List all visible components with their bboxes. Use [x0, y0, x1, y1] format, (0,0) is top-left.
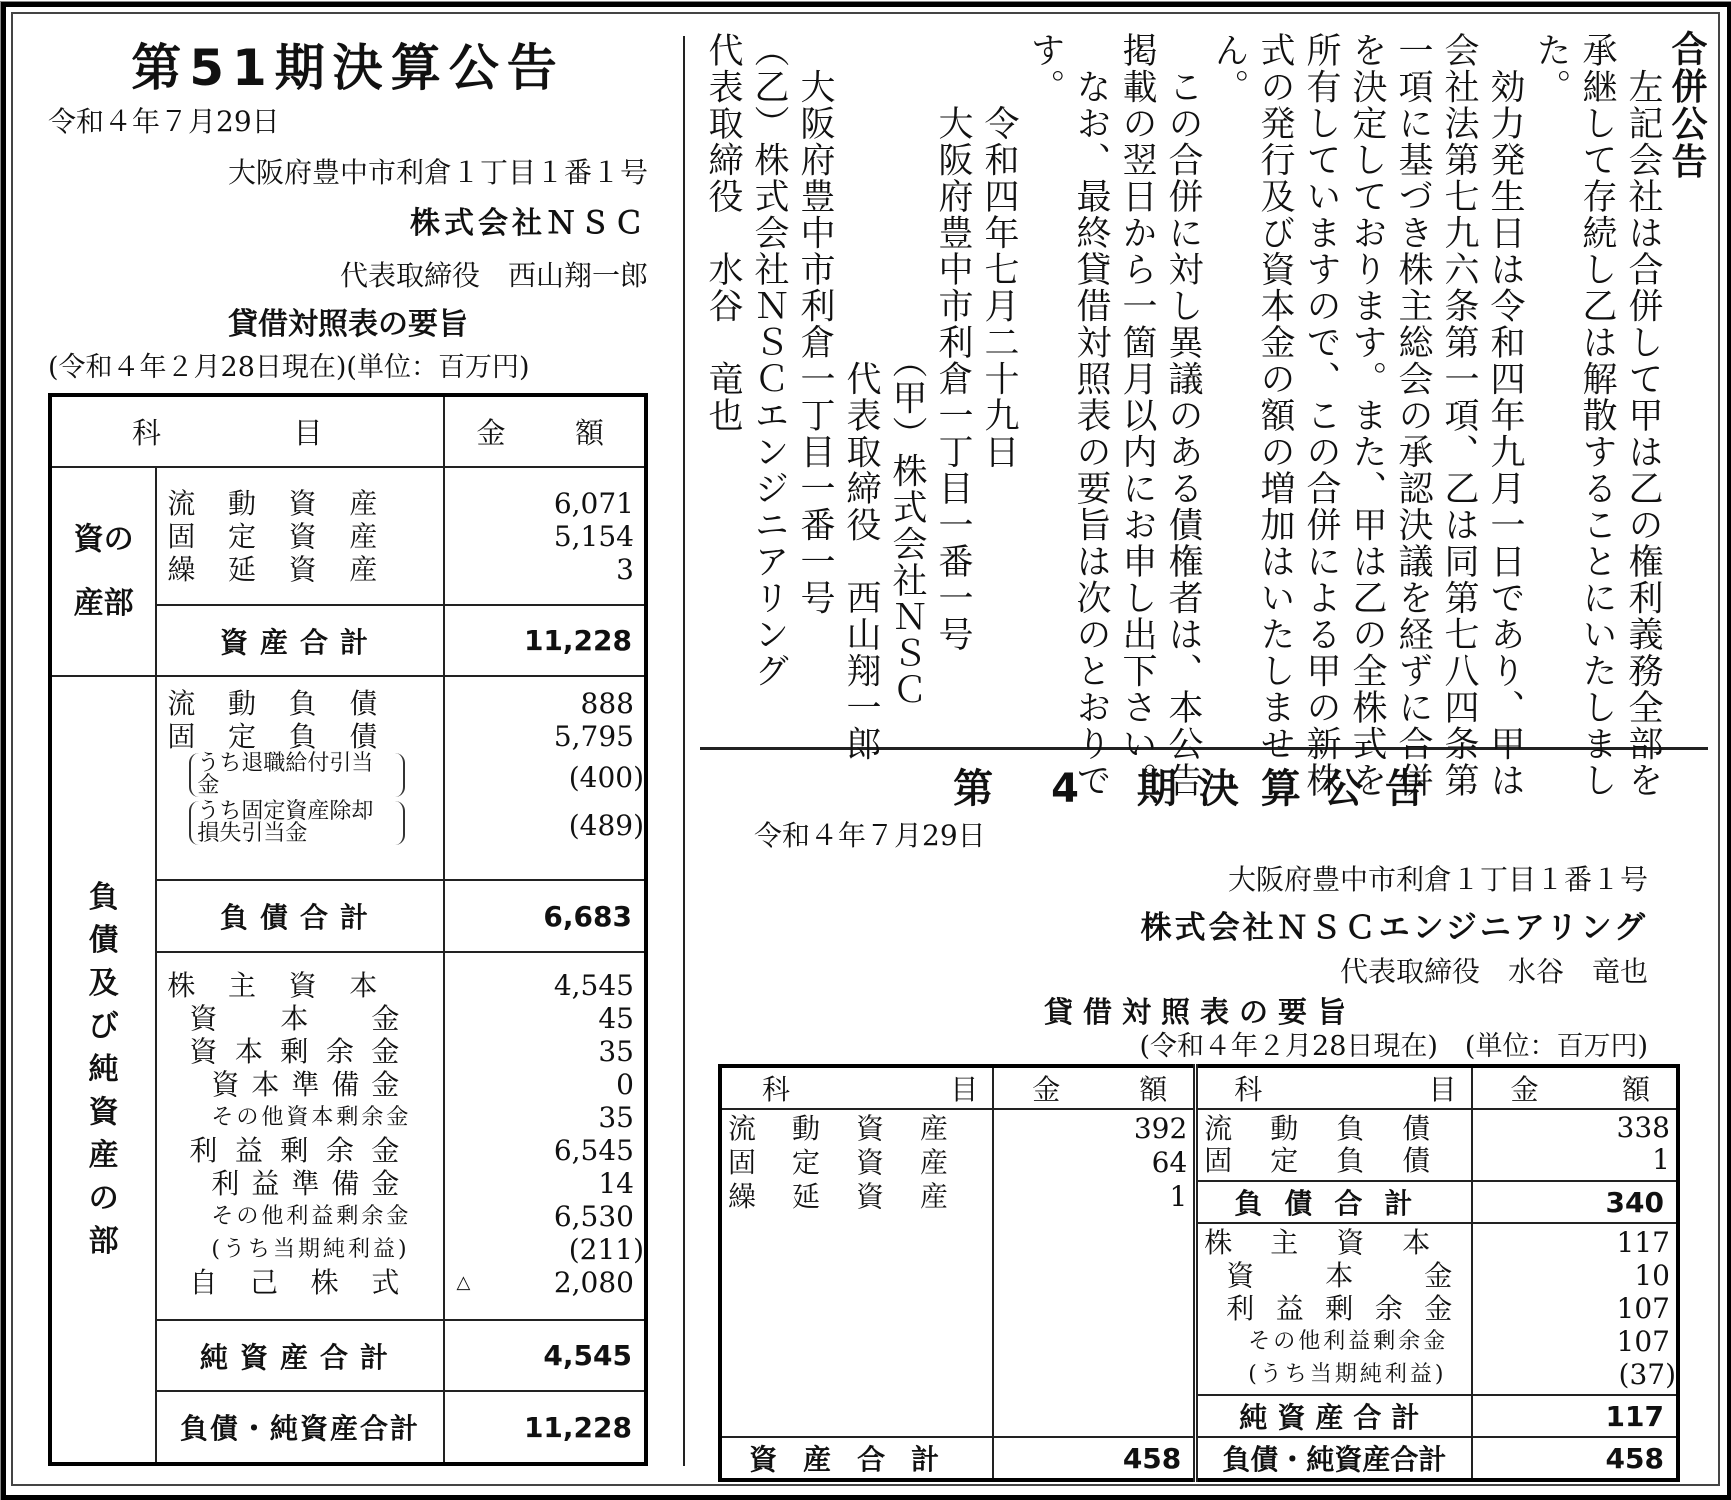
label-char: 本	[280, 1002, 309, 1035]
label-char: 債	[1402, 1112, 1431, 1145]
header-item-char: 目	[1428, 1073, 1457, 1106]
label-char: 流	[167, 486, 196, 520]
label-char: 産	[919, 1180, 948, 1213]
item-label	[728, 1180, 948, 1214]
label-char: 株	[1204, 1226, 1233, 1259]
right-notice-title: 第 4 期決算公告	[953, 766, 1447, 812]
label-char: 資	[189, 1002, 218, 1035]
item-value	[1479, 1226, 1670, 1259]
item-value	[445, 969, 634, 1002]
label-char: 資	[211, 1068, 240, 1101]
table-row	[720, 1437, 1678, 1480]
right-notice-company: 株式会社ＮＳＣエンジニアリング	[1140, 910, 1648, 946]
item-value	[1479, 1259, 1670, 1292]
header-amount-char: 額	[1139, 1073, 1168, 1106]
net-total-label: 純資産合計	[156, 1320, 443, 1391]
item-label	[211, 1233, 442, 1266]
item-value	[445, 753, 644, 801]
label-char: 金	[371, 1002, 400, 1035]
header-amount-char: 金	[1032, 1073, 1061, 1106]
section-char: 純	[88, 1052, 119, 1087]
merger-column: （甲）株式会社ＮＳＣ	[887, 32, 927, 708]
value-text: 5,154	[553, 519, 634, 553]
label-char: 固	[728, 1146, 757, 1179]
merger-column: 左記会社は合併して甲は乙の権利義務全部を	[1623, 32, 1663, 799]
item-value	[445, 1101, 634, 1134]
item-label	[1204, 1112, 1430, 1144]
section-label-line: 資の	[73, 521, 134, 557]
left-notice-company: 株式会社ＮＳＣ	[410, 206, 648, 241]
grand-total-value: 11,228	[444, 1391, 646, 1464]
grand-total-value: 458	[1472, 1437, 1678, 1480]
label-char: 準	[291, 1068, 320, 1101]
label-char: 負	[288, 720, 317, 753]
label-char: 利	[211, 1167, 240, 1200]
item-value	[1479, 1112, 1670, 1144]
value-text: 14	[598, 1167, 634, 1200]
value-text: 3	[616, 552, 634, 586]
label-char: 産	[349, 486, 378, 520]
value-text: (37)	[1618, 1357, 1676, 1391]
item-value	[445, 553, 634, 586]
label-text: その他利益剰余金	[1248, 1328, 1449, 1354]
label-char: 定	[1270, 1144, 1299, 1177]
label-char: 剰	[280, 1134, 309, 1167]
label-char: 流	[728, 1112, 757, 1145]
label-char: 産	[349, 552, 378, 586]
equity-items	[1196, 1223, 1472, 1395]
label-char: 主	[1270, 1226, 1299, 1259]
item-value	[1479, 1357, 1676, 1391]
label-char: 本	[251, 1068, 280, 1101]
value-text: 107	[1616, 1291, 1670, 1325]
merger-column: 効力発生日は令和四年九月一日であり、甲は	[1485, 32, 1525, 799]
item-label	[1204, 1226, 1430, 1259]
label-line: 金	[197, 773, 220, 798]
table-header-row	[720, 1066, 1678, 1109]
equity-item-list	[1204, 1226, 1464, 1391]
label-char: 動	[228, 687, 257, 720]
label-line: うち固定資産除却	[197, 799, 374, 824]
item-value	[445, 1035, 634, 1068]
item-value	[445, 1200, 634, 1233]
liab-items	[1196, 1109, 1472, 1181]
item-value	[445, 487, 634, 520]
table-row	[50, 676, 646, 880]
label-line: 損失引当金	[197, 821, 308, 846]
label-char: 固	[167, 720, 196, 753]
assets-value-list	[1000, 1112, 1187, 1214]
left-notice-address: 大阪府豊中市利倉１丁目１番１号	[227, 156, 648, 189]
merger-column: を決定しております。また、甲は乙の全株式を	[1347, 32, 1387, 799]
label-char: 余	[325, 1035, 354, 1068]
right-notice-address: 大阪府豊中市利倉１丁目１番１号	[1227, 863, 1648, 896]
label-char: 本	[234, 1035, 263, 1068]
item-label	[189, 1134, 399, 1167]
label-char: 本	[1402, 1226, 1431, 1259]
value-text: 10	[1634, 1258, 1670, 1292]
item-label	[211, 1167, 399, 1200]
label-char: 動	[228, 486, 257, 520]
label-char: 備	[331, 1068, 360, 1101]
value-text: 117	[1616, 1225, 1670, 1259]
header-item-char: 科	[762, 1073, 791, 1106]
item-label	[189, 1266, 399, 1299]
value-text: 6,545	[553, 1134, 634, 1167]
label-char: 剰	[280, 1035, 309, 1068]
label-char: 金	[371, 1035, 400, 1068]
merger-column: た。	[1531, 32, 1571, 105]
item-label	[1226, 1259, 1452, 1292]
label-char: 益	[251, 1167, 280, 1200]
header-item-char: 目	[950, 1073, 979, 1106]
label-char: 繰	[167, 552, 196, 586]
label-char: 利	[189, 1134, 218, 1167]
header-item-cell	[50, 395, 444, 467]
right-notice-date: 令和４年７月29日	[754, 819, 986, 852]
assets-values	[444, 467, 646, 605]
label-char: 式	[371, 1266, 400, 1299]
label-char: 負	[1336, 1144, 1365, 1177]
item-label	[728, 1146, 948, 1180]
equity-value-list	[1479, 1225, 1676, 1391]
column-divider	[683, 36, 685, 1466]
section-char: 資	[88, 1095, 119, 1130]
table-header-row	[50, 395, 646, 467]
label-char: 資	[855, 1146, 884, 1179]
value-text: 392	[1133, 1112, 1188, 1145]
assets-values	[993, 1109, 1196, 1437]
label-char: 金	[371, 1167, 400, 1200]
label-char: 定	[228, 720, 257, 753]
label-char: 動	[791, 1112, 820, 1145]
label-char: 剰	[1325, 1292, 1354, 1325]
label-char: 債	[1402, 1144, 1431, 1177]
merger-column: なお、最終貸借対照表の要旨は次のとおりで	[1071, 32, 1111, 799]
equity-items	[156, 952, 443, 1320]
label-char: 株	[310, 1266, 339, 1299]
label-char: 己	[250, 1266, 279, 1299]
header-item-char: 科	[1234, 1073, 1263, 1106]
label-char: 金	[371, 1134, 400, 1167]
header-item-cell	[720, 1066, 993, 1109]
label-text: (うち当期純利益)	[1248, 1361, 1447, 1387]
value-text: 45	[598, 1002, 634, 1035]
assets-item-list	[167, 487, 442, 586]
assets-items	[720, 1109, 993, 1437]
value-text: 35	[598, 1035, 634, 1068]
value-text: 6,530	[553, 1200, 634, 1233]
label-line: うち退職給付引当	[197, 751, 374, 776]
equity-item-list	[167, 969, 442, 1299]
value-text: 4,545	[553, 969, 634, 1002]
value-text: (211)	[568, 1233, 644, 1266]
label-char: 資	[1226, 1259, 1255, 1292]
item-label	[1248, 1358, 1464, 1391]
item-label	[167, 553, 377, 586]
label-char: 産	[919, 1112, 948, 1145]
assets-total-value: 458	[993, 1437, 1196, 1480]
item-label	[1248, 1325, 1464, 1358]
merger-column: 大阪府豊中市利倉一丁目一番一号	[933, 32, 973, 653]
header-amount-cell	[1472, 1066, 1678, 1109]
header-amount-char: 額	[1621, 1073, 1650, 1106]
grand-total-label: 負債・純資産合計	[156, 1391, 443, 1464]
item-value	[1000, 1180, 1187, 1214]
label-char: 定	[791, 1146, 820, 1179]
left-bs-subtitle: (令和４年２月28日現在)(単位：百万円)	[48, 352, 530, 383]
merger-column: 掲載の翌日から一箇月以内にお申し出下さい。	[1117, 32, 1157, 799]
liab-item-list	[1204, 1112, 1430, 1176]
merger-column: 代表取締役 水谷 竜也	[703, 32, 743, 434]
value-text: 1	[1652, 1143, 1670, 1176]
section-label-vertical	[52, 876, 155, 1263]
label-char: 資	[189, 1035, 218, 1068]
label-char: 自	[189, 1266, 218, 1299]
header-amount-char: 金	[1510, 1073, 1539, 1106]
item-label	[167, 487, 377, 520]
item-label	[211, 1101, 442, 1134]
item-value	[1479, 1292, 1670, 1325]
value-text: 107	[1616, 1324, 1670, 1358]
item-value	[1000, 1146, 1187, 1180]
label-char: 備	[331, 1167, 360, 1200]
label-char: 資	[288, 969, 317, 1002]
header-item-char: 科	[132, 416, 162, 450]
label-char: 債	[349, 720, 378, 753]
item-label	[728, 1112, 948, 1146]
merger-column: （乙）株式会社ＮＳＣエンジニアリング	[749, 32, 789, 689]
label-char: 資	[288, 552, 317, 586]
item-value	[445, 520, 634, 553]
label-char: 利	[1226, 1292, 1255, 1325]
value-text: 2,080	[553, 1266, 634, 1299]
label-text: その他利益剰余金	[211, 1203, 412, 1229]
item-value	[445, 1002, 634, 1035]
label-char: 資	[1336, 1226, 1365, 1259]
right-notice-representative: 代表取締役 水谷 竜也	[1339, 955, 1648, 988]
liab-item-list	[167, 687, 442, 845]
label-char: 余	[325, 1134, 354, 1167]
equity-value-list	[445, 969, 644, 1299]
liab-value-list	[1479, 1112, 1670, 1176]
assets-items	[156, 467, 443, 605]
net-total-label: 純資産合計	[1196, 1395, 1472, 1437]
label-char: 債	[349, 687, 378, 720]
item-value	[445, 1068, 634, 1101]
merger-column: 式の発行及び資本金の額の増加はいたしませ	[1255, 32, 1295, 762]
value-text: 338	[1616, 1111, 1670, 1144]
item-value	[445, 1167, 634, 1200]
label-char: 資	[288, 486, 317, 520]
liab-values	[1472, 1109, 1678, 1181]
header-item-char: 目	[293, 416, 323, 450]
net-total-value: 117	[1472, 1395, 1678, 1437]
liab-total-value: 6,683	[444, 880, 646, 952]
item-label	[1226, 1292, 1452, 1325]
section-char: の	[88, 1181, 119, 1216]
section-label-line: 産部	[73, 585, 134, 621]
label-char: 資	[855, 1112, 884, 1145]
item-value	[445, 720, 634, 753]
value-text: 5,795	[553, 720, 634, 753]
net-total-value: 4,545	[444, 1320, 646, 1391]
label-char: 負	[1336, 1112, 1365, 1145]
item-value	[445, 801, 644, 849]
label-char: 産	[349, 519, 378, 553]
value-text: (489)	[568, 808, 644, 842]
merger-column: 大阪府豊中市利倉一丁目一番一号	[795, 32, 835, 616]
merger-column: 代表取締役 西山翔一郎	[841, 32, 881, 762]
item-value	[445, 1134, 634, 1167]
label-char: 流	[1204, 1112, 1233, 1145]
item-label	[211, 1200, 442, 1233]
value-text: (400)	[568, 760, 644, 794]
label-char: 資	[855, 1180, 884, 1213]
label-char: 金	[1424, 1292, 1453, 1325]
merger-column: この合併に対し異議のある債権者は、本公告	[1163, 32, 1203, 799]
label-char: 本	[1325, 1259, 1354, 1292]
left-notice-date: 令和４年７月29日	[48, 105, 280, 138]
value-text: 64	[1151, 1146, 1188, 1179]
label-char: 資	[288, 519, 317, 553]
label-char: 益	[1275, 1292, 1304, 1325]
value-text: 6,071	[553, 486, 634, 520]
header-amount-cell	[993, 1066, 1196, 1109]
section-char: び	[88, 1009, 119, 1044]
merger-column: 令和四年七月二十九日	[979, 32, 1019, 470]
liab-total-label: 負債合計	[1196, 1181, 1472, 1223]
merger-column: 会社法第七九六条第一項、乙は同第七八四条第	[1439, 32, 1479, 799]
label-char: 益	[234, 1134, 263, 1167]
label-char: 延	[791, 1180, 820, 1213]
liab-items	[156, 676, 443, 880]
label-char: 金	[371, 1068, 400, 1101]
liab-values	[444, 676, 646, 880]
left-balance-sheet-table	[48, 393, 648, 1466]
item-label	[167, 969, 377, 1002]
liab-equity-section-label	[50, 676, 156, 1464]
item-value	[445, 687, 634, 720]
header-amount-char: 額	[574, 416, 604, 450]
label-char: 定	[228, 519, 257, 553]
label-char: 余	[1374, 1292, 1403, 1325]
right-bs-title: 貸借対照表の要旨	[1043, 995, 1356, 1029]
right-bs-subtitle: (令和４年２月28日現在) (単位：百万円)	[1139, 1031, 1648, 1062]
label-char: 負	[288, 687, 317, 720]
item-value	[445, 1233, 644, 1266]
merger-notice-title: 合併公告	[1666, 30, 1707, 180]
label-char: 準	[291, 1167, 320, 1200]
item-label-paren	[189, 801, 405, 845]
value-text: 1	[1169, 1180, 1188, 1213]
section-char: 部	[88, 1224, 119, 1259]
item-label	[189, 1035, 399, 1068]
label-char: 繰	[728, 1180, 757, 1213]
label-text: その他資本剰余金	[211, 1104, 412, 1130]
section-char: 負	[88, 880, 119, 915]
assets-section-label	[50, 467, 156, 676]
label-char: 延	[228, 552, 257, 586]
assets-total-value: 11,228	[444, 605, 646, 676]
equity-values	[444, 952, 646, 1320]
item-label-paren	[189, 753, 405, 797]
item-label	[211, 1068, 399, 1101]
label-char: 金	[1424, 1259, 1453, 1292]
equity-values	[1472, 1223, 1678, 1395]
item-value	[445, 1266, 634, 1299]
item-label	[167, 687, 377, 720]
assets-item-list	[728, 1112, 948, 1214]
label-char: 流	[167, 687, 196, 720]
header-amount-cell	[444, 395, 646, 467]
merger-column: 承継して存続し乙は解散することにいたしまし	[1577, 32, 1617, 799]
merger-column: 一項に基づき株主総会の承認決議を経ずに合併	[1393, 32, 1433, 799]
value-prefix: △	[456, 1272, 471, 1293]
left-notice-title: 第51期決算公告	[131, 39, 565, 97]
section-char: 及	[88, 966, 119, 1001]
label-char: 主	[228, 969, 257, 1002]
value-text: 35	[598, 1101, 634, 1134]
label-text: (うち当期純利益)	[211, 1236, 410, 1262]
label-char: 固	[1204, 1144, 1233, 1177]
merger-column: 所有していますので、この合併による甲の新株	[1301, 32, 1341, 799]
header-amount-char: 金	[476, 416, 506, 450]
item-label	[189, 1002, 399, 1035]
label-char: 産	[919, 1146, 948, 1179]
value-text: 888	[580, 687, 634, 720]
assets-total-label: 資産合計	[156, 605, 443, 676]
item-value	[1000, 1112, 1187, 1146]
liab-total-value: 340	[1472, 1181, 1678, 1223]
header-item-cell	[1196, 1066, 1472, 1109]
grand-total-label: 負債・純資産合計	[1196, 1437, 1472, 1480]
liab-total-label: 負債合計	[156, 880, 443, 952]
assets-value-list	[445, 487, 634, 586]
label-char: 本	[349, 969, 378, 1002]
section-char: 産	[88, 1138, 119, 1173]
item-label	[1204, 1144, 1430, 1176]
right-balance-sheet-table	[718, 1064, 1680, 1482]
item-value	[1479, 1144, 1670, 1176]
item-value	[1479, 1325, 1670, 1358]
label-char: 固	[167, 519, 196, 553]
label-char: 動	[1270, 1112, 1299, 1145]
left-notice-representative: 代表取締役 西山翔一郎	[339, 259, 648, 292]
value-text: 0	[616, 1068, 634, 1101]
left-bs-title: 貸借対照表の要旨	[228, 307, 468, 342]
table-row	[720, 1109, 1678, 1181]
assets-total-label: 資産合計	[720, 1437, 993, 1480]
label-char: 株	[167, 969, 196, 1002]
liab-value-list	[445, 687, 644, 849]
table-row	[50, 467, 646, 605]
item-label	[167, 520, 377, 553]
item-label	[167, 720, 377, 753]
merger-column: ん。	[1209, 32, 1249, 105]
merger-column: す。	[1025, 32, 1065, 105]
section-char: 債	[88, 923, 119, 958]
